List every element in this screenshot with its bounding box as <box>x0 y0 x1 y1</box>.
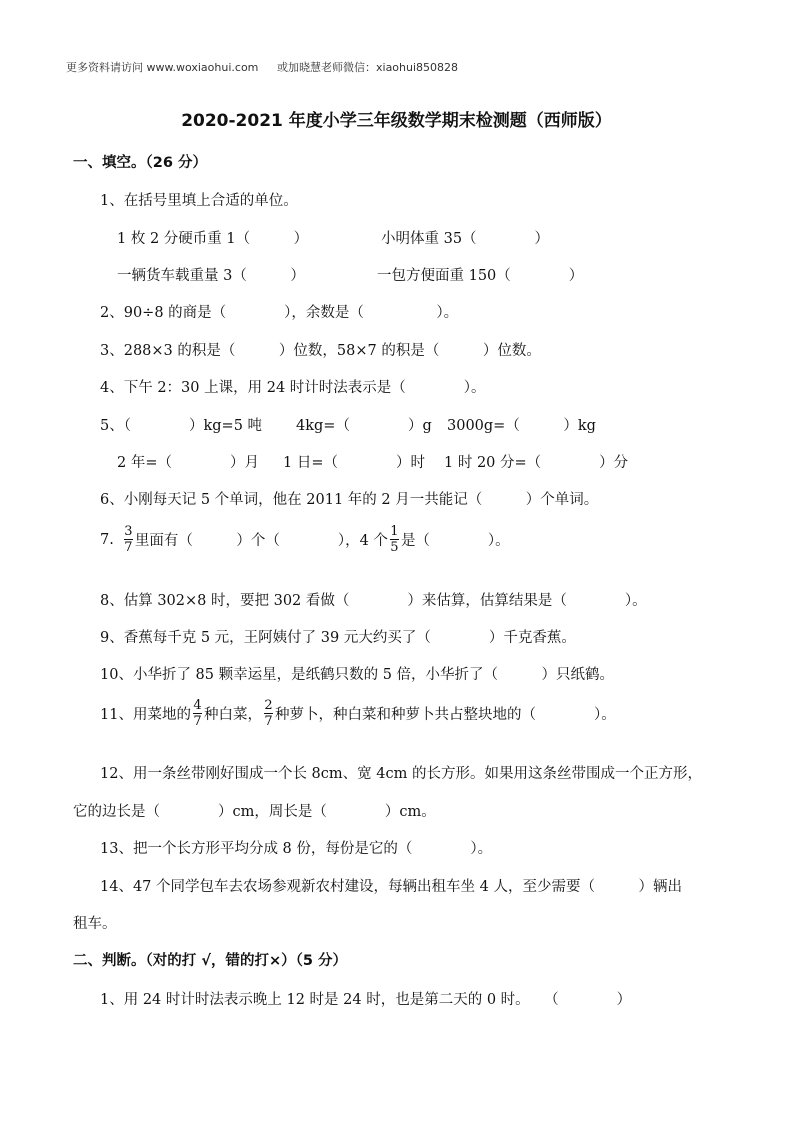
header-site-link[interactable]: 更多资料请访问 www.woxiaohui.com <box>66 61 259 74</box>
question-1b: 小明体重 35（ ） <box>381 231 550 247</box>
fraction-denominator: 5 <box>390 540 399 555</box>
question-5c: 3000g=（ ）kg <box>447 418 596 434</box>
question-5b: 4kg=（ ）g <box>296 418 432 434</box>
question-5d: 2 年=（ ）月 <box>117 455 259 471</box>
question-11-part-b: 种白菜， <box>203 707 262 723</box>
question-5f: 1 时 20 分=（ ）分 <box>444 455 629 471</box>
question-11-part-a: 11、用菜地的 <box>100 707 191 723</box>
fraction-denominator: 7 <box>124 540 133 555</box>
question-5a: 5、（ ）kg=5 吨 <box>100 418 263 434</box>
section-2-heading: 二、判断。（对的打 √，错的打×）（5 分） <box>73 953 348 969</box>
fraction-denominator: 7 <box>264 714 273 729</box>
question-3: 3、288×3 的积是（ ）位数，58×7 的积是（ ）位数。 <box>100 343 541 359</box>
question-1c: 一辆货车载重量 3（ ） <box>117 268 305 284</box>
question-7-middle: 里面有（ ）个（ ），4 个 <box>134 533 388 549</box>
question-1-stem: 1、在括号里填上合适的单位。 <box>100 193 298 209</box>
judge-question-1: 1、用 24 时计时法表示晚上 12 时是 24 时，也是第二天的 0 时。 （ ） <box>100 992 632 1008</box>
fraction-numerator: 4 <box>193 698 202 713</box>
fraction-numerator: 3 <box>124 524 133 539</box>
question-6: 6、小刚每天记 5 个单词，他在 2011 年的 2 月一共能记（ ）个单词。 <box>100 492 599 508</box>
question-8: 8、估算 302×8 时，要把 302 看做（ ）来估算，估算结果是（ ）。 <box>100 593 647 609</box>
question-5e: 1 日=（ ）时 <box>283 455 425 471</box>
fraction-2-7 <box>264 698 273 729</box>
question-11-part-c: 种萝卜，种白菜和种萝卜共占整块地的（ ）。 <box>274 707 616 723</box>
question-9: 9、香蕉每千克 5 元，王阿姨付了 39 元大约买了（ ）千克香蕉。 <box>100 630 576 646</box>
question-4: 4、下午 2：30 上课，用 24 时计时法表示是（ ）。 <box>100 380 486 396</box>
fraction-numerator: 1 <box>390 524 399 539</box>
section-1-heading: 一、填空。（26 分） <box>73 155 207 171</box>
fraction-numerator: 2 <box>264 698 273 713</box>
question-13: 13、把一个长方形平均分成 8 份，每份是它的（ ）。 <box>100 841 493 857</box>
question-1a: 1 枚 2 分硬币重 1（ ） <box>117 231 309 247</box>
question-10: 10、小华折了 85 颗幸运星，是纸鹤只数的 5 倍，小华折了（ ）只纸鹤。 <box>100 667 615 683</box>
question-1d: 一包方便面重 150（ ） <box>377 268 584 284</box>
question-11 <box>100 698 616 729</box>
question-14-line-2: 租车。 <box>73 916 117 932</box>
fraction-3-7 <box>124 524 133 555</box>
fraction-denominator: 7 <box>193 714 202 729</box>
question-7-end: 是（ ）。 <box>400 533 510 549</box>
question-12-line-1: 12、用一条丝带刚好围成一个长 8cm、宽 4cm 的长方形。如果用这条丝带围成一个正方形， <box>100 766 702 782</box>
question-14-line-1: 14、47 个同学包车去农场参观新农村建设，每辆出租车坐 4 人，至少需要（ ）辆出 <box>100 879 682 895</box>
fraction-4-7 <box>193 698 202 729</box>
header-wechat-contact: 或加晓慧老师微信：xiaohui850828 <box>277 61 459 74</box>
page-title: 2020-2021 年度小学三年级数学期末检测题（西师版） <box>181 111 612 131</box>
question-7 <box>100 524 510 555</box>
question-7-number: 7. <box>100 531 114 548</box>
fraction-1-5 <box>390 524 399 555</box>
question-2: 2、90÷8 的商是（ ），余数是（ ）。 <box>100 305 459 321</box>
question-12-line-2: 它的边长是（ ）cm，周长是（ ）cm。 <box>73 804 436 820</box>
